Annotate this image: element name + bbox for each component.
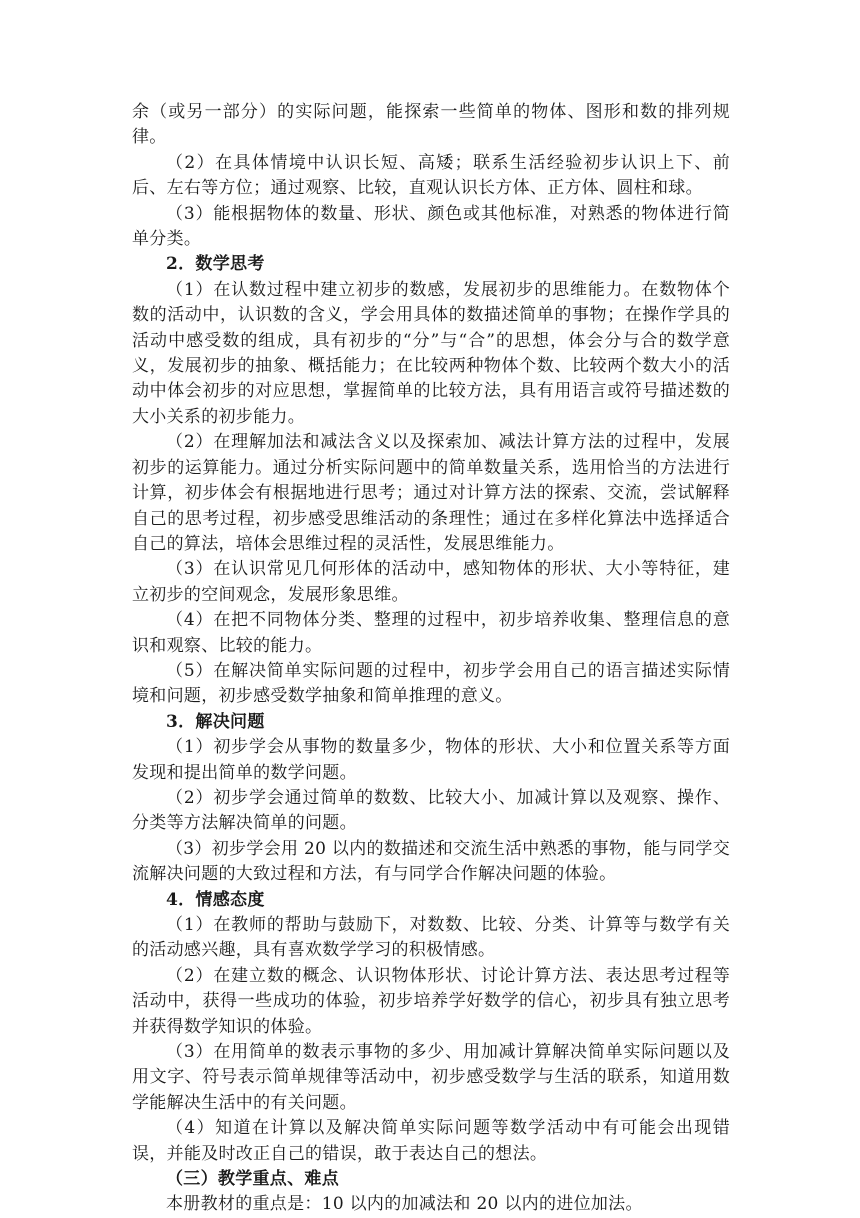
paragraph: （4）在把不同物体分类、整理的过程中，初步培养收集、整理信息的意识和观察、比较的能力。	[132, 610, 730, 656]
paragraph: 本册教材的重点是：10 以内的加减法和 20 以内的进位加法。	[166, 1194, 643, 1215]
paragraph: （2）在具体情境中认识长短、高矮；联系生活经验初步认识上下、前后、左右等方位；通过观察、比较，直观认识长方体、正方体、圆柱和球。	[132, 152, 730, 199]
paragraph: （1）初步学会从事物的数量多少，物体的形状、大小和位置关系等方面发现和提出简单的数学问题。	[132, 737, 730, 783]
paragraph: （3）能根据物体的数量、形状、颜色或其他标准，对熟悉的物体进行简单分类。	[132, 203, 730, 250]
paragraph: （5）在解决简单实际问题的过程中，初步学会用自己的语言描述实际情境和问题，初步感受数学抽象和简单推理的意义。	[132, 660, 730, 707]
paragraph: （2）在理解加法和减法含义以及探索加、减法计算方法的过程中，发展初步的运算能力。通过分析实际问题中的简单数量关系，选用恰当的方法进行计算，初步体会有根据地进行思考；通过对计算方法的探索、交流，尝试解释自己的思考过程，初步感受思维活动的条理性；通过在多样化算法中选择适合自己的算法，培体会思维过程的灵活性，发展思维能力。	[132, 432, 730, 554]
paragraph: （3）在认识常见几何形体的活动中，感知物体的形状、大小等特征，建立初步的空间观念，发展形象思维。	[132, 559, 730, 605]
section-heading: 2．数学思考	[166, 254, 265, 275]
paragraph: （1）在认数过程中建立初步的数感，发展初步的思维能力。在数物体个数的活动中，认识数的含义，学会用具体的数描述简单的事物；在操作学具的活动中感受数的组成，具有初步的“分”与“合”的思想，体会分与合的数学意义，发展初步的抽象、概括能力；在比较两种物体个数、比较两个数大小的活动中体会初步的对应思想，掌握简单的比较方法，具有用语言或符号描述数的大小关系的初步能力。	[132, 279, 730, 427]
paragraph: 余（或另一部分）的实际问题，能探索一些简单的物体、图形和数的排列规律。	[132, 102, 730, 148]
section-heading: 3．解决问题	[166, 711, 265, 732]
paragraph: （4）知道在计算以及解决简单实际问题等数学活动中有可能会出现错误，并能及时改正自己的错误，敢于表达自己的想法。	[132, 1118, 730, 1164]
paragraph: （2）在建立数的概念、认识物体形状、讨论计算方法、表达思考过程等活动中，获得一些成功的体验，初步培养学好数学的信心，初步具有独立思考并获得数学知识的体验。	[132, 965, 730, 1037]
section-heading: 4．情感态度	[166, 889, 265, 910]
paragraph: （2）初步学会通过简单的数数、比较大小、加减计算以及观察、操作、分类等方法解决简单的问题。	[132, 787, 730, 834]
section-heading: （三）教学重点、难点	[166, 1169, 339, 1190]
paragraph: （1）在教师的帮助与鼓励下，对数数、比较、分类、计算等与数学有关的活动感兴趣，具有喜欢数学学习的积极情感。	[132, 915, 730, 961]
paragraph: （3）在用简单的数表示事物的多少、用加减计算解决简单实际问题以及用文字、符号表示简单规律等活动中，初步感受数学与生活的联系，知道用数学能解决生活中的有关问题。	[132, 1042, 730, 1113]
paragraph: （3）初步学会用 20 以内的数描述和交流生活中熟悉的事物，能与同学交流解决问题的大致过程和方法，有与同学合作解决问题的体验。	[132, 838, 730, 885]
document-body	[132, 100, 730, 1218]
